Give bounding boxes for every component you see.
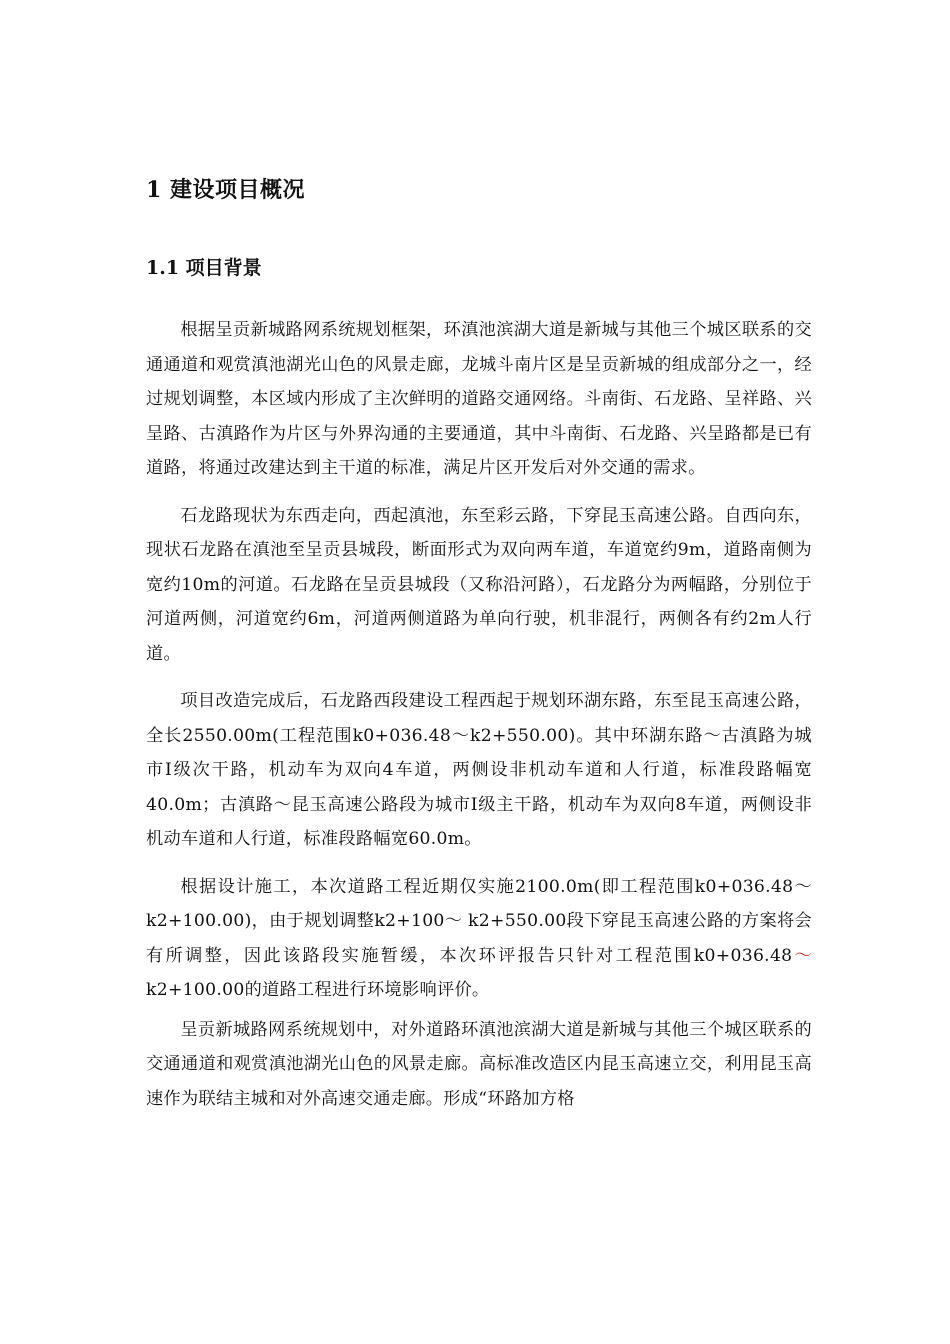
section-heading: 1 建设项目概况: [146, 177, 305, 203]
paragraph-external-roads: 呈贡新城路网系统规划中，对外道路环滇池滨湖大道是新城与其他三个城区联系的交通通道和观赏滇池湖光山色的风景走廊。高标准改造区内昆玉高速立交，利用昆玉高速作为联结主城和对外高速交通走廊。形成“环路加方格: [146, 1019, 812, 1109]
paragraph-project-scope: 项目改造完成后，石龙路西段建设工程西起于规划环湖东路，东至昆玉高速公路，全长2550.00m(工程范围k0+036.48～k2+550.00)。其中环湖东路～古滇路为城市Ⅰ级次干路，机动车为双向4车道，两侧设非机动车道和人行道，标准段路幅宽40.0m；古滇路～昆玉高速公路段为城市Ⅰ级主干路，机动车为双向8车道，两侧设非机动车道和人行道，标准段路幅宽60.0m。: [146, 691, 812, 849]
highlighted-tilde: ～: [792, 945, 812, 966]
document-body: [146, 313, 812, 1116]
paragraph-text: k2+100.00的道路工程进行环境影响评价。: [146, 980, 490, 1000]
subsection-heading: 1.1 项目背景: [146, 257, 262, 279]
paragraph-current-status: 石龙路现状为东西走向，西起滇池，东至彩云路，下穿昆玉高速公路。自西向东，现状石龙路在滇池至呈贡县城段，断面形式为双向两车道，车道宽约9m，道路南侧为宽约10m的河道。石龙路在呈贡县城段（又称沿河路），石龙路分为两幅路，分别位于河道两侧，河道宽约6m，河道两侧道路为单向行驶，机非混行，两侧各有约2m人行道。: [146, 505, 812, 664]
paragraph-network-plan: 根据呈贡新城路网系统规划框架，环滇池滨湖大道是新城与其他三个城区联系的交通通道和观赏滇池湖光山色的风景走廊，龙城斗南片区是呈贡新城的组成部分之一，经过规划调整，本区域内形成了主次鲜明的道路交通网络。斗南街、石龙路、呈祥路、兴呈路、古滇路作为片区与外界沟通的主要通道，其中斗南街、石龙路、兴呈路都是已有道路，将通过改建达到主干道的标准，满足片区开发后对外交通的需求。: [146, 320, 812, 478]
paragraph-construction-phase: [146, 870, 812, 1008]
paragraph-text: 根据设计施工，本次道路工程近期仅实施2100.0m(即工程范围k0+036.48～k2+100.00)，由于规划调整k2+100～ k2+550.00段下穿昆玉高速公路的方案将会有所调整，因此该路段实施暂缓，本次环评报告只针对工程范围k0+036.48: [146, 876, 812, 966]
